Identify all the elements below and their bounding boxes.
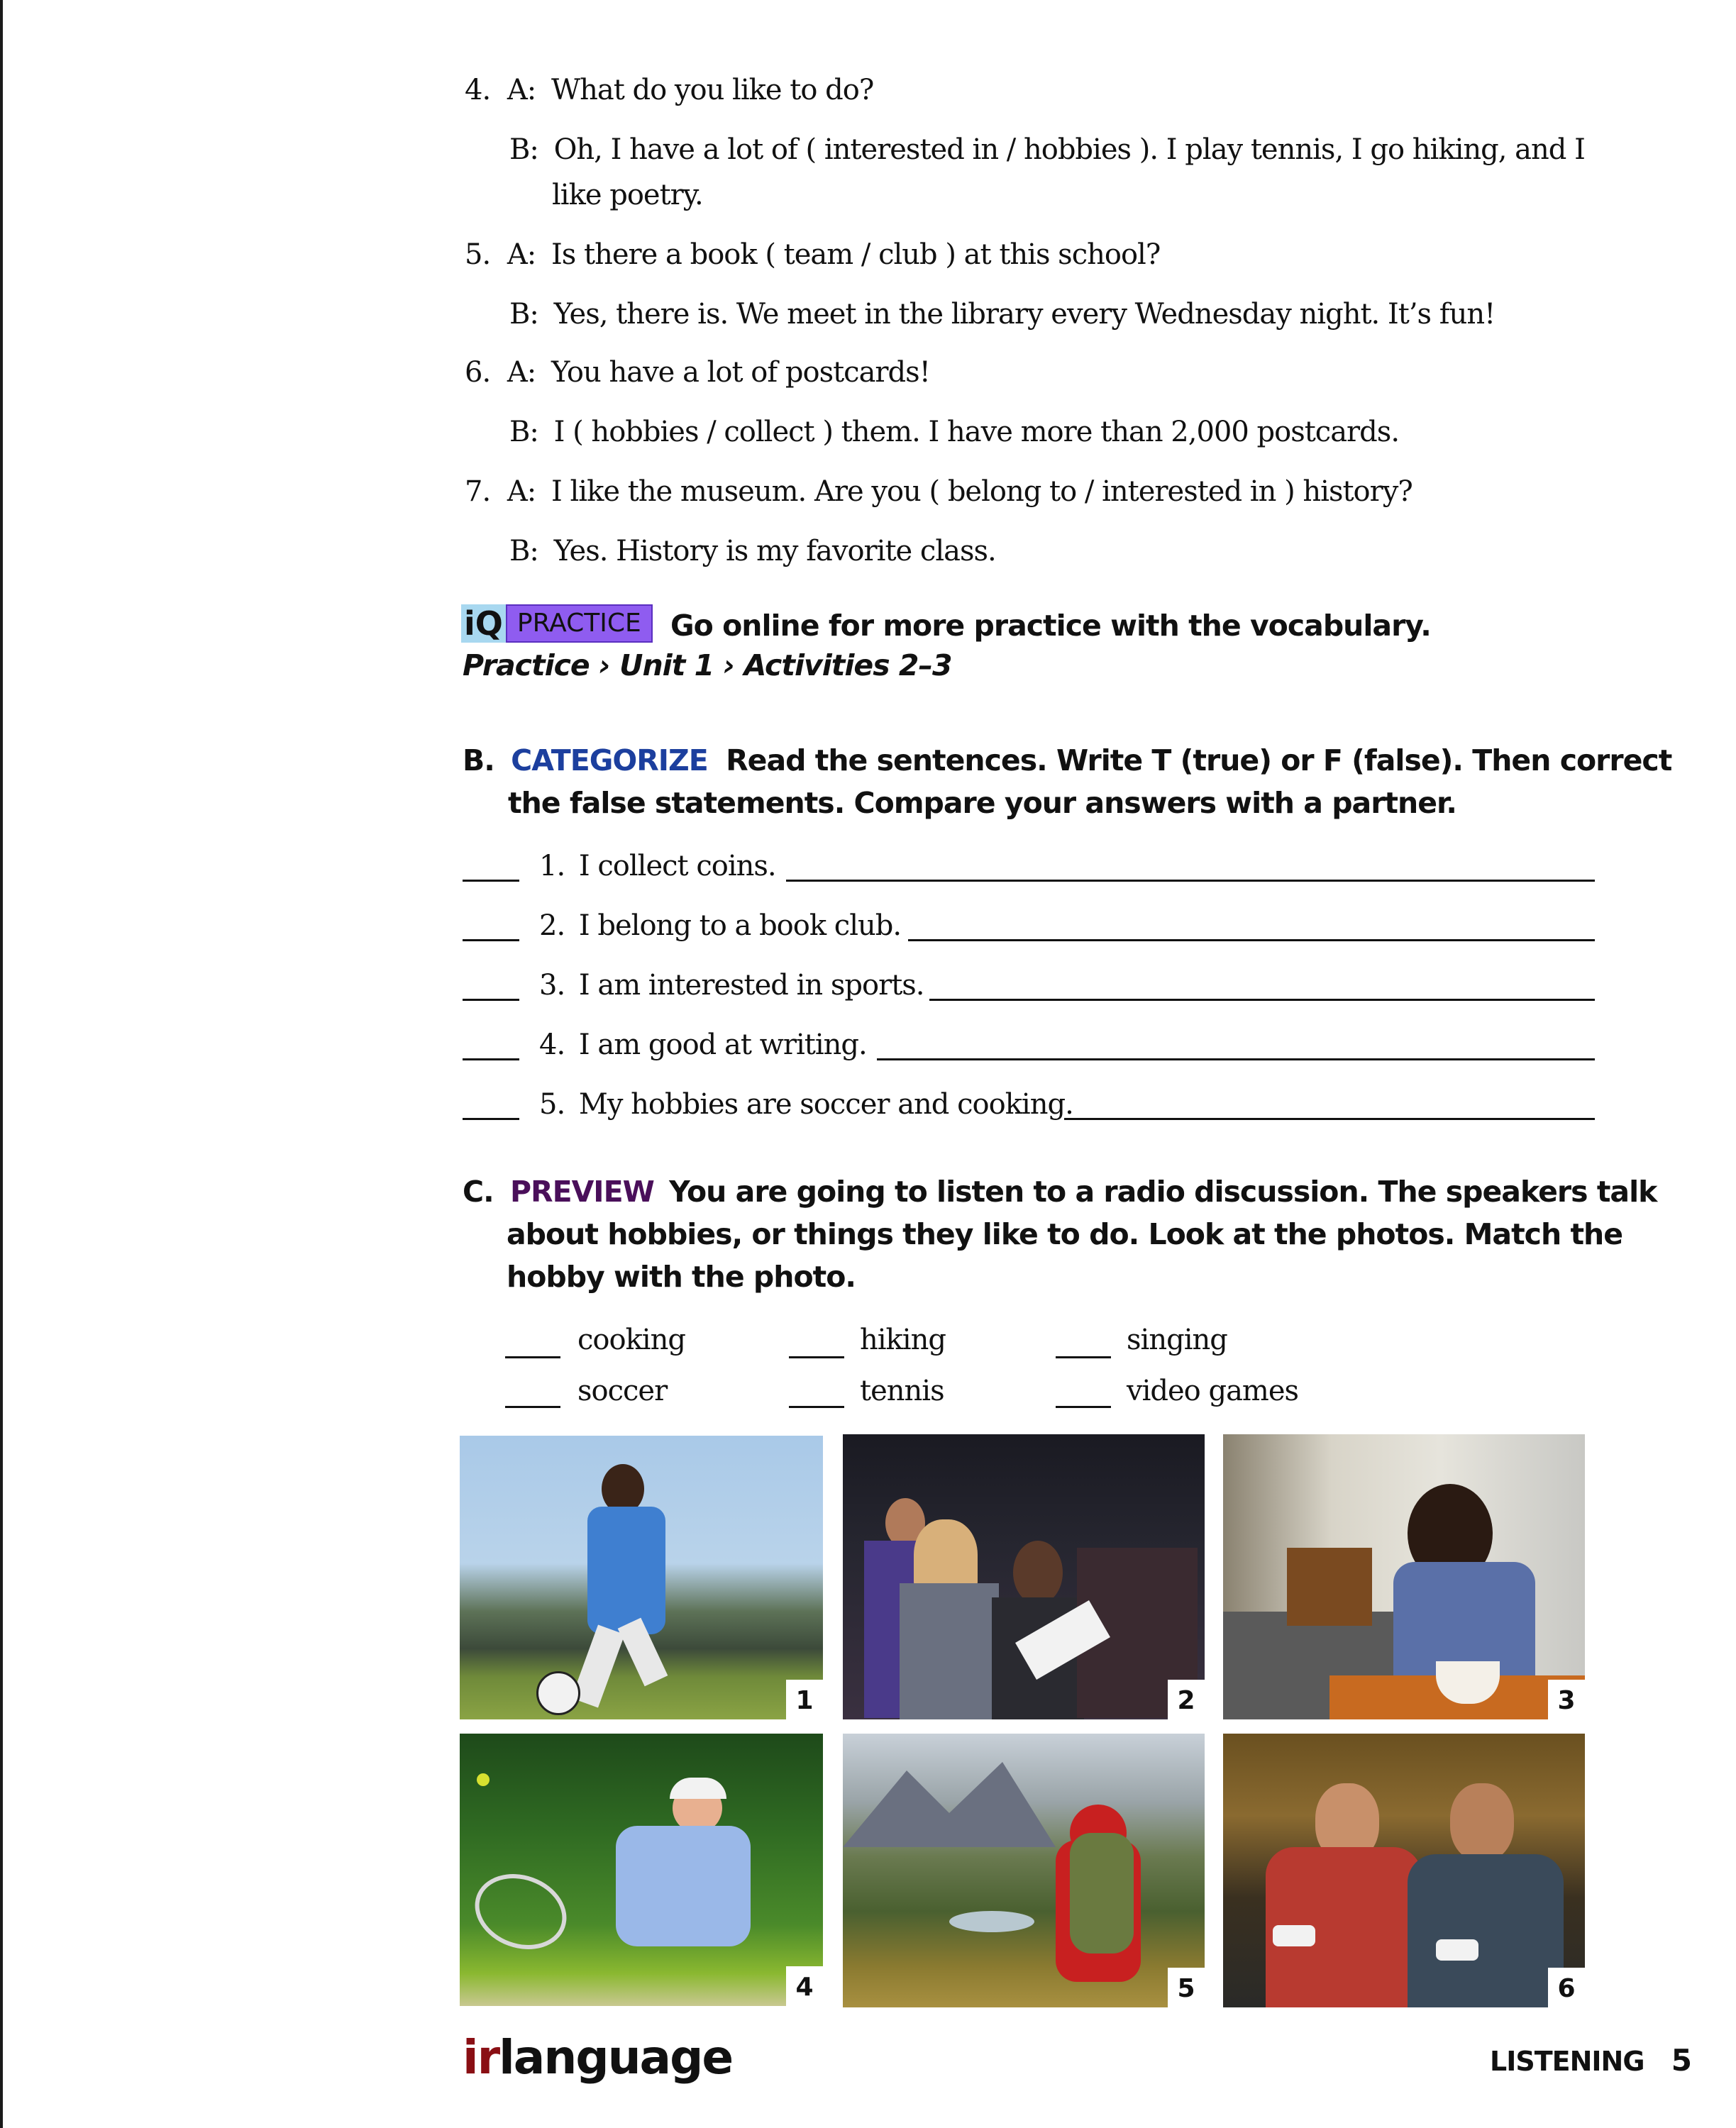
dialogue-7-b	[509, 535, 996, 567]
section-b-heading	[463, 743, 1671, 777]
dialogue-number: 4.	[465, 74, 491, 106]
photo-singing	[843, 1434, 1205, 1719]
speaker-a: A:	[507, 238, 536, 271]
correction-line[interactable]	[908, 939, 1595, 941]
tf-answer-blank[interactable]	[463, 939, 519, 941]
photo-hiking	[843, 1734, 1205, 2007]
match-blank[interactable]	[789, 1406, 844, 1408]
hobby-tennis: tennis	[860, 1375, 944, 1407]
hobby-singing: singing	[1127, 1324, 1227, 1356]
match-blank[interactable]	[1056, 1356, 1111, 1358]
dialogue-text: Yes. History is my favorite class.	[553, 535, 996, 567]
section-c-instruction-cont: about hobbies, or things they like to do. Look at the photos. Match the	[507, 1217, 1623, 1251]
dialogue-4-b-cont: like poetry.	[552, 179, 703, 211]
correction-line[interactable]	[929, 999, 1595, 1001]
photo-number: 2	[1168, 1680, 1205, 1719]
iq-practice-text: Go online for more practice with the vocabulary.	[670, 609, 1431, 643]
correction-line[interactable]	[877, 1058, 1595, 1060]
page-footer	[1490, 2043, 1691, 2078]
hobby-cooking: cooking	[577, 1324, 685, 1356]
photo-cooking	[1223, 1434, 1585, 1719]
tf-answer-blank[interactable]	[463, 999, 519, 1001]
dialogue-4-a	[465, 74, 873, 106]
dialogue-text: You have a lot of postcards!	[551, 356, 930, 389]
photo-number: 5	[1168, 1968, 1205, 2007]
statement-5: 5. My hobbies are soccer and cooking.	[539, 1088, 1073, 1121]
tf-answer-blank[interactable]	[463, 1058, 519, 1060]
dialogue-6-a	[465, 356, 930, 389]
photo-tennis	[460, 1734, 823, 2006]
speaker-a: A:	[507, 475, 536, 508]
dialogue-text: I ( hobbies / collect ) them. I have more than 2,000 postcards.	[553, 416, 1400, 448]
dialogue-text: Oh, I have a lot of ( interested in / hobbies ). I play tennis, I go hiking, and I	[553, 133, 1585, 166]
hobby-soccer: soccer	[577, 1375, 668, 1407]
dialogue-text: Yes, there is. We meet in the library every Wednesday night. It’s fun!	[553, 298, 1495, 331]
section-b-instruction-cont: the false statements. Compare your answers with a partner.	[508, 786, 1456, 820]
speaker-b: B:	[509, 298, 538, 331]
section-letter: C.	[463, 1175, 494, 1209]
dialogue-text: Is there a book ( team / club ) at this school?	[551, 238, 1161, 271]
photo-number: 6	[1548, 1968, 1585, 2007]
photo-number: 1	[786, 1680, 823, 1719]
page-number: 5	[1671, 2043, 1692, 2078]
dialogue-5-b	[509, 298, 1495, 331]
match-blank[interactable]	[789, 1356, 844, 1358]
irlanguage-logo: irlanguage	[463, 2030, 733, 2085]
dialogue-text: I like the museum. Are you ( belong to / interested in ) history?	[551, 475, 1412, 508]
photo-soccer	[460, 1436, 823, 1719]
section-name: LISTENING	[1490, 2046, 1644, 2077]
statement-2: 2. I belong to a book club.	[539, 909, 902, 942]
statement-1: 1. I collect coins.	[539, 850, 776, 882]
dialogue-number: 7.	[465, 475, 491, 508]
correction-line[interactable]	[786, 880, 1595, 882]
tf-answer-blank[interactable]	[463, 1118, 519, 1120]
photo-number: 4	[786, 1966, 823, 2006]
match-blank[interactable]	[505, 1356, 560, 1358]
statement-4: 4. I am good at writing.	[539, 1029, 867, 1061]
section-c-instruction: You are going to listen to a radio discussion. The speakers talk	[669, 1175, 1657, 1209]
speaker-b: B:	[509, 133, 538, 166]
match-blank[interactable]	[1056, 1406, 1111, 1408]
match-blank[interactable]	[505, 1406, 560, 1408]
speaker-b: B:	[509, 416, 538, 448]
dialogue-text: What do you like to do?	[551, 74, 874, 106]
speaker-a: A:	[507, 74, 536, 106]
dialogue-number: 6.	[465, 356, 491, 389]
photo-number: 3	[1548, 1680, 1585, 1719]
categorize-label: CATEGORIZE	[511, 743, 708, 777]
page-edge	[0, 0, 3, 2128]
dialogue-6-b	[509, 416, 1399, 448]
practice-label: PRACTICE	[506, 604, 653, 643]
iq-practice-badge[interactable]	[461, 604, 653, 643]
section-b-instruction: Read the sentences. Write T (true) or F (false). Then correct	[726, 743, 1672, 777]
correction-line[interactable]	[1064, 1118, 1595, 1120]
dialogue-5-a	[465, 238, 1160, 271]
preview-label: PREVIEW	[509, 1175, 654, 1209]
speaker-b: B:	[509, 535, 538, 567]
hobby-hiking: hiking	[860, 1324, 946, 1356]
statement-3: 3. I am interested in sports.	[539, 969, 924, 1002]
iq-logo: iQ	[461, 604, 506, 643]
dialogue-number: 5.	[465, 238, 491, 271]
section-c-heading	[463, 1175, 1657, 1209]
iq-practice-path[interactable]: Practice › Unit 1 › Activities 2–3	[463, 648, 952, 682]
section-c-instruction-cont: hobby with the photo.	[507, 1260, 856, 1294]
dialogue-4-b	[509, 133, 1585, 166]
hobby-video-games: video games	[1127, 1375, 1299, 1407]
tf-answer-blank[interactable]	[463, 880, 519, 882]
dialogue-7-a	[465, 475, 1412, 508]
photo-video-games	[1223, 1734, 1585, 2007]
section-letter: B.	[463, 743, 494, 777]
speaker-a: A:	[507, 356, 536, 389]
